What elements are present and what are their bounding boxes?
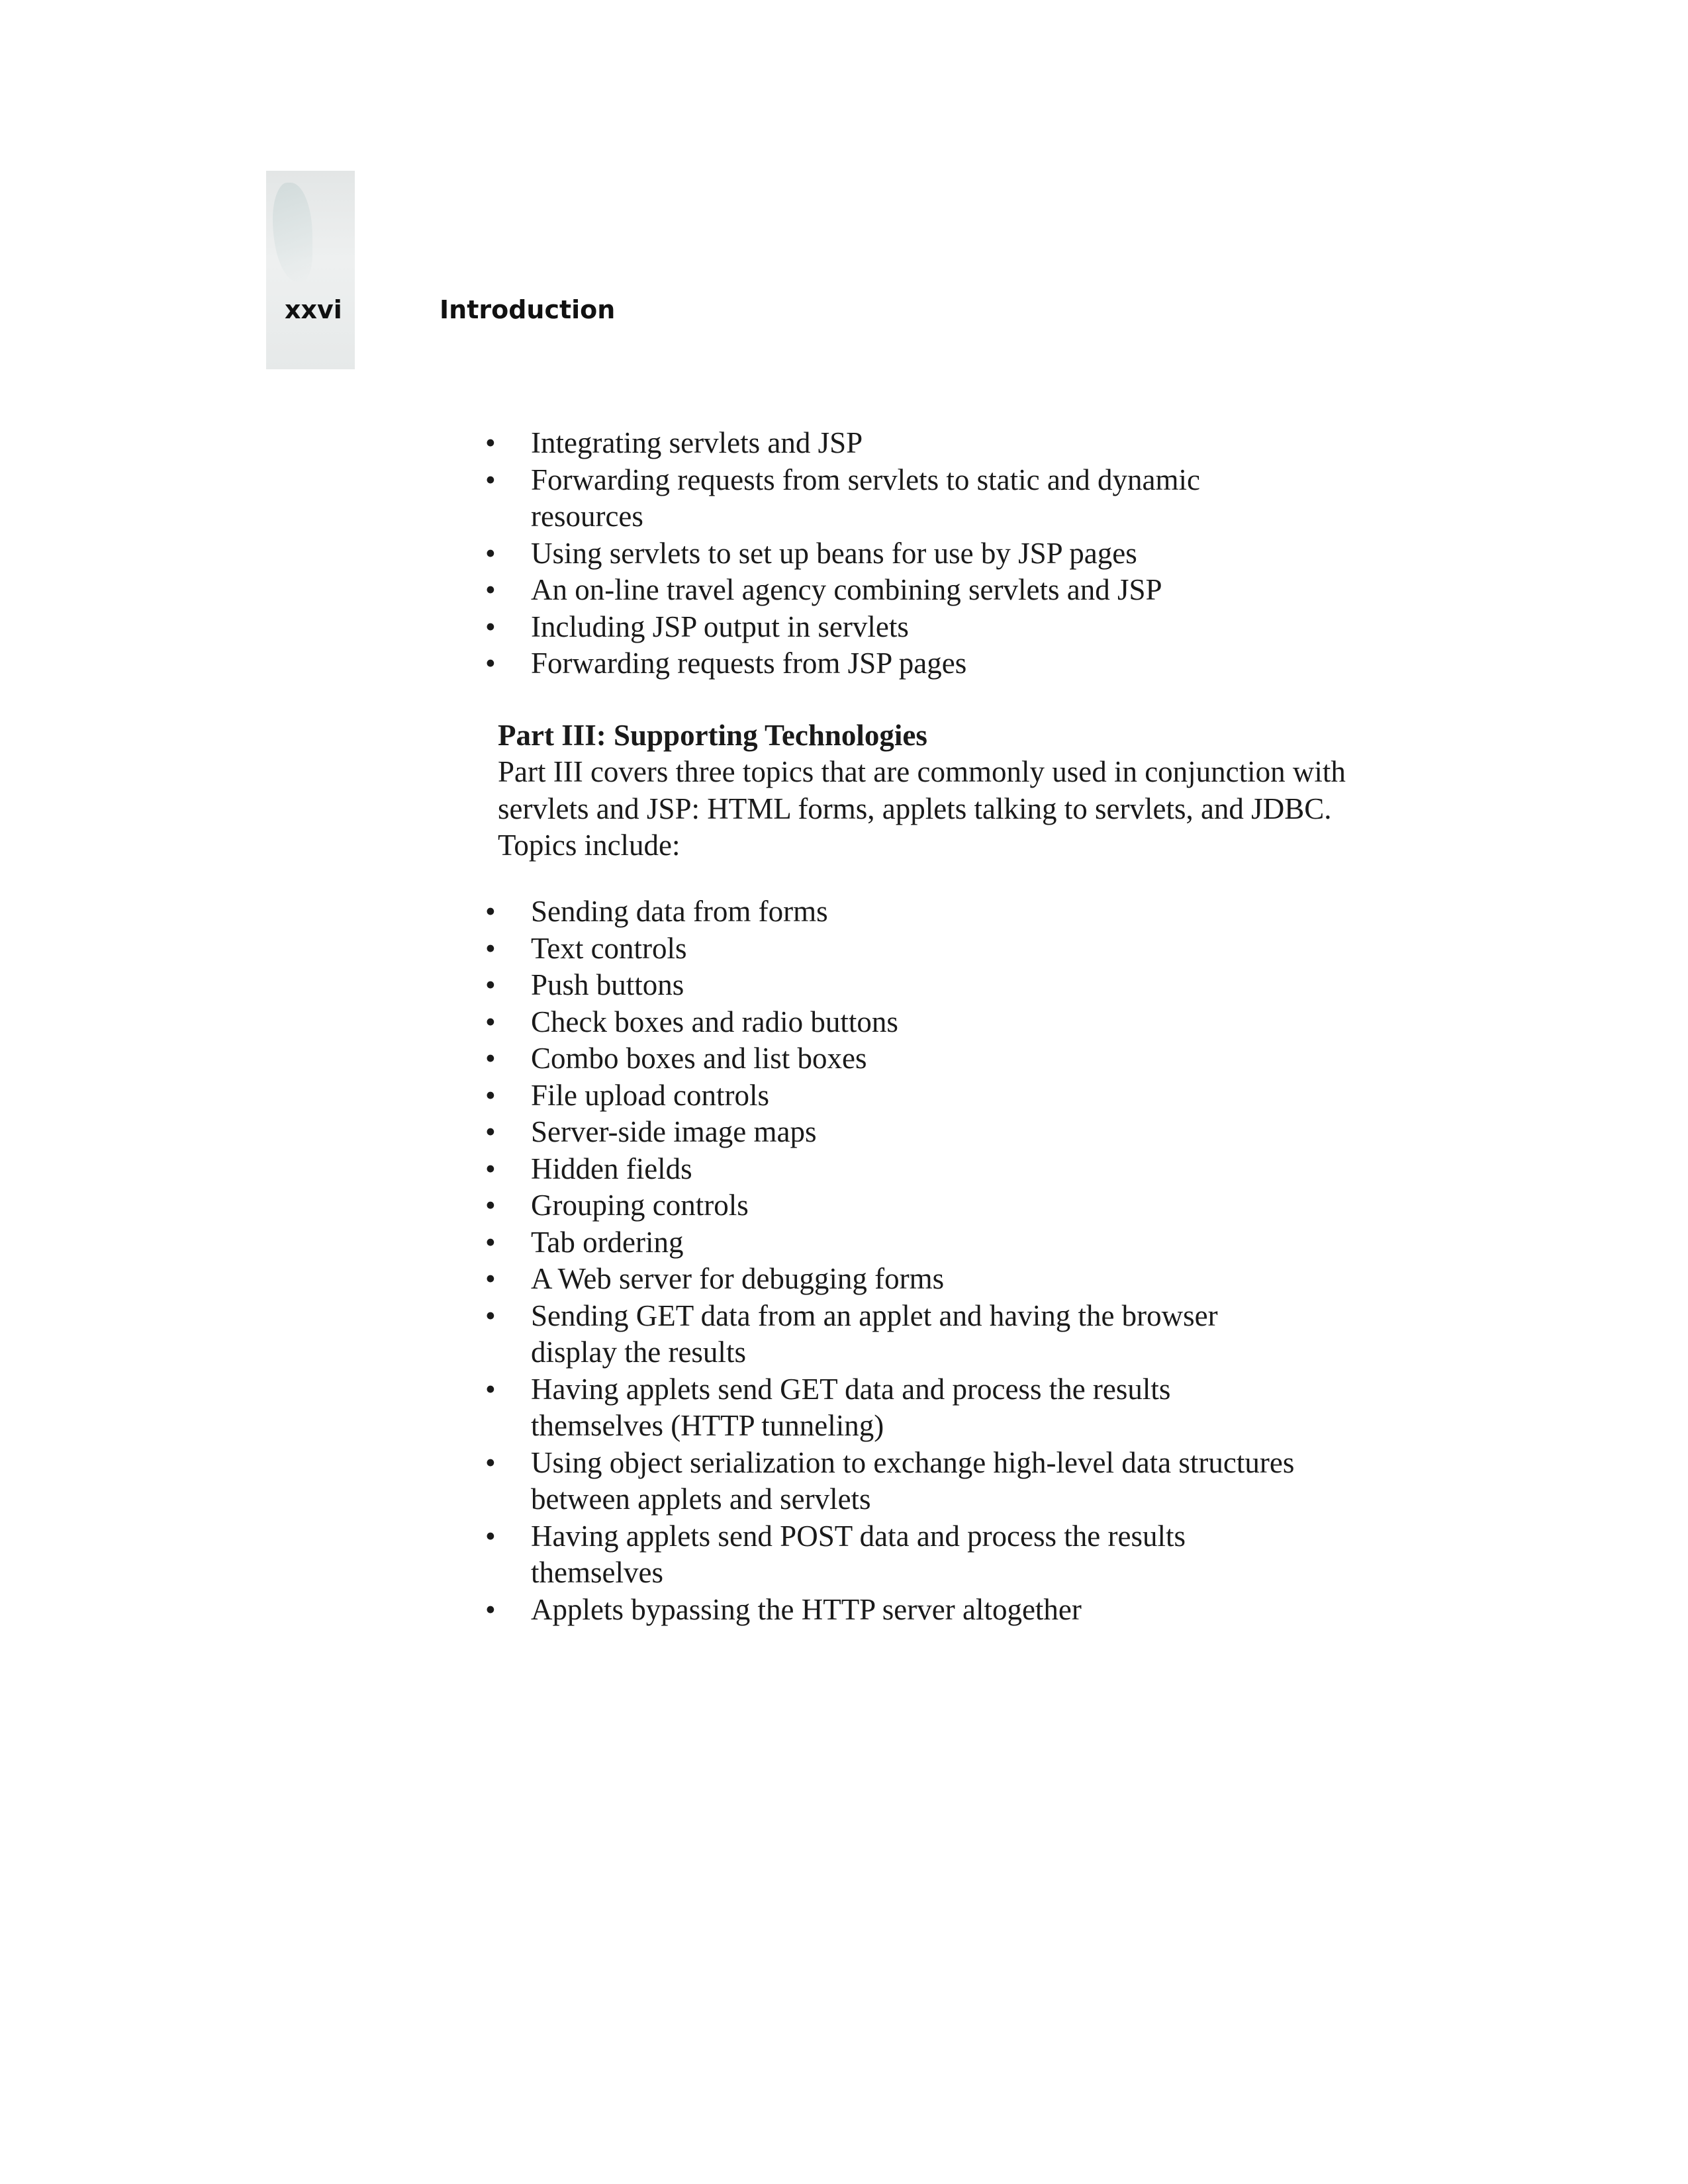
list-item: [0, 645, 1688, 682]
list-item-text: • Forwarding requests from servlets to static and dynamic resources: [531, 463, 1201, 533]
list-item: [0, 931, 1688, 968]
list-item: [0, 462, 1688, 535]
list-item-text: • Including JSP output in servlets: [531, 610, 909, 643]
list-item: [0, 1371, 1688, 1445]
list-item-text: • Sending GET data from an applet and having the browser display the results: [531, 1298, 1218, 1369]
list-item-text: • Combo boxes and list boxes: [531, 1042, 867, 1075]
page-number: xxvi: [285, 295, 342, 324]
topic-list-part-three: [0, 893, 1688, 1628]
list-item-text: • Server-side image maps: [531, 1115, 817, 1148]
list-item: [0, 1224, 1688, 1261]
list-item-text: • Having applets send POST data and process the results themselves: [531, 1519, 1186, 1589]
list-item: [0, 1077, 1688, 1115]
list-item-text: • Integrating servlets and JSP: [531, 426, 863, 459]
list-item-text: • A Web server for debugging forms: [531, 1262, 945, 1295]
list-item: [0, 425, 1688, 462]
list-item-text: • File upload controls: [531, 1078, 769, 1112]
list-item: [0, 1040, 1688, 1077]
list-item-text: • Applets bypassing the HTTP server altogether: [531, 1592, 1082, 1626]
section-heading: Part III: Supporting Technologies: [498, 719, 927, 752]
list-item: [0, 1518, 1688, 1592]
list-item-text: • Text controls: [531, 931, 687, 965]
list-item-text: • Sending data from forms: [531, 895, 828, 928]
list-item: [0, 1592, 1688, 1629]
list-item: [0, 1004, 1688, 1041]
running-head: Introduction: [440, 295, 616, 324]
list-item-text: • Check boxes and radio buttons: [531, 1005, 898, 1038]
list-item-text: • An on-line travel agency combining servlets and JSP: [531, 573, 1162, 606]
list-item-text: • Using object serialization to exchange high-level data structures between applets and servlets: [531, 1445, 1295, 1516]
list-item-text: • Grouping controls: [531, 1189, 749, 1222]
list-item-text: • Using servlets to set up beans for use by JSP pages: [531, 536, 1137, 570]
page-tab-decoration: [266, 171, 355, 369]
section-paragraph: Part III covers three topics that are commonly used in conjunction with servlets and JSP: HTML forms, applets talking to servlets, and JDBC. Topics include:: [498, 755, 1346, 862]
list-item-text: • Tab ordering: [531, 1225, 684, 1259]
list-item-text: • Push buttons: [531, 968, 684, 1001]
list-item: [0, 1445, 1688, 1518]
list-item-text: • Hidden fields: [531, 1152, 692, 1185]
list-item: [0, 1151, 1688, 1188]
list-item: [0, 1298, 1688, 1371]
list-item: [0, 572, 1688, 609]
list-item: [0, 535, 1688, 572]
list-item: [0, 609, 1688, 646]
topic-list-part-two: [0, 425, 1688, 682]
list-item: [0, 967, 1688, 1004]
list-item: [0, 893, 1688, 931]
list-item-text: • Forwarding requests from JSP pages: [531, 647, 967, 680]
list-item-text: • Having applets send GET data and process the results themselves (HTTP tunneling): [531, 1372, 1171, 1442]
list-item: [0, 1187, 1688, 1224]
list-item: [0, 1114, 1688, 1151]
list-item: [0, 1261, 1688, 1298]
